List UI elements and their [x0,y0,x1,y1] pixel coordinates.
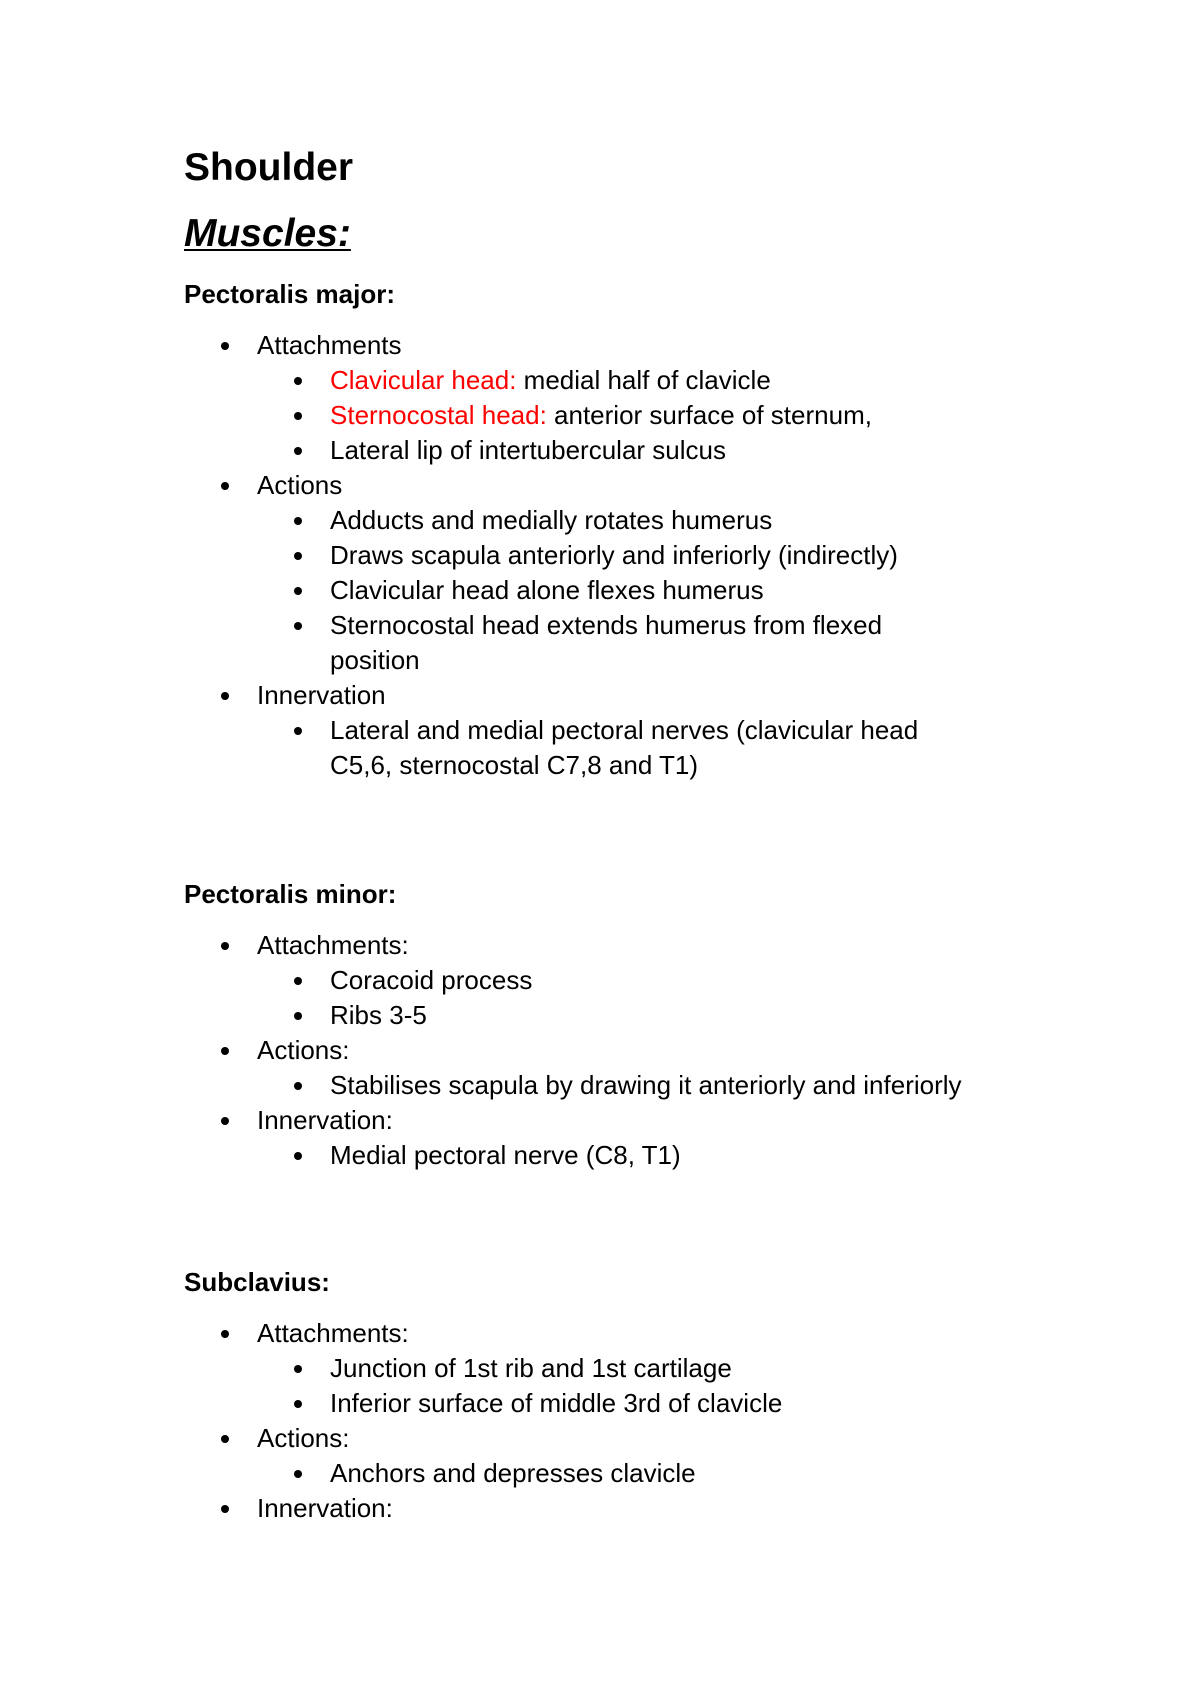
bullet-icon [294,377,302,385]
bullet-icon [294,1470,302,1478]
list-item [257,713,970,783]
list-item [257,573,970,608]
list-item [257,503,970,538]
list-item [184,678,1104,783]
list-item [257,1138,970,1173]
list-item [257,963,970,998]
bullet-icon [294,517,302,525]
highlight-label: Sternocostal head: [330,400,547,430]
bullet-icon [221,942,229,950]
list-item [257,1386,970,1421]
bullet-icon [294,552,302,560]
item-text: anterior surface of sternum, [546,400,872,430]
list-item [257,998,970,1033]
item-text: Draws scapula anteriorly and inferiorly (indirectly) [330,540,898,570]
group-label: Attachments: [257,1318,409,1348]
list-item [257,608,970,678]
sub-list [257,1456,1104,1491]
item-text: Clavicular head alone flexes humerus [330,575,764,605]
item-text: Lateral lip of intertubercular sulcus [330,435,726,465]
list-item [184,1033,1104,1103]
list-item [184,1316,1104,1421]
item-text: Anchors and depresses clavicle [330,1458,696,1488]
group-label: Attachments [257,330,402,360]
list-item [257,433,970,468]
section-subclavius [184,1265,1104,1526]
bullet-icon [294,1012,302,1020]
topic-list [184,928,1104,1173]
bullet-icon [294,1365,302,1373]
section-pectoralis-minor [184,877,1104,1173]
item-text: Junction of 1st rib and 1st cartilage [330,1353,732,1383]
topic-list [184,328,1104,783]
list-item [184,328,1104,468]
item-text: Medial pectoral nerve (C8, T1) [330,1140,681,1170]
bullet-icon [221,1435,229,1443]
item-text: Coracoid process [330,965,533,995]
sub-list [257,363,1104,468]
bullet-icon [294,727,302,735]
item-text: Inferior surface of middle 3rd of clavicle [330,1388,783,1418]
sub-list [257,1351,1104,1421]
highlight-label: Clavicular head: [330,365,517,395]
bullet-icon [294,1082,302,1090]
sub-list [257,963,1104,1033]
group-label: Innervation: [257,1493,393,1523]
item-text: Adducts and medially rotates humerus [330,505,773,535]
sub-list [257,713,1104,783]
section-heading: Subclavius: [184,1267,330,1297]
bullet-icon [221,482,229,490]
group-label: Innervation [257,680,386,710]
list-item [257,1068,1104,1103]
list-item [184,1103,1104,1173]
sub-list [257,1068,1104,1103]
list-item [257,1456,970,1491]
list-item [184,928,1104,1033]
list-item [184,1491,1104,1526]
item-text: Stabilises scapula by drawing it anteriorly and inferiorly [330,1070,962,1100]
list-item [257,398,970,433]
section-heading: Pectoralis minor: [184,879,397,909]
list-item [257,1351,970,1386]
bullet-icon [221,1117,229,1125]
group-label: Innervation: [257,1105,393,1135]
page-title: Shoulder [184,146,354,189]
bullet-icon [221,342,229,350]
page-subtitle: Muscles: [184,212,351,255]
group-label: Actions: [257,1423,350,1453]
topic-list [184,1316,1104,1526]
group-label: Attachments: [257,930,409,960]
bullet-icon [294,977,302,985]
bullet-icon [294,1400,302,1408]
sub-list [257,1138,1104,1173]
group-label: Actions: [257,1035,350,1065]
item-text: Ribs 3-5 [330,1000,427,1030]
bullet-icon [294,447,302,455]
bullet-icon [221,692,229,700]
list-item [257,538,970,573]
list-item [184,1421,1104,1491]
bullet-icon [294,1152,302,1160]
item-text: Sternocostal head extends humerus from flexed position [330,610,883,675]
sub-list [257,503,1104,678]
list-item [257,363,970,398]
group-label: Actions [257,470,343,500]
bullet-icon [294,622,302,630]
section-pectoralis-major [184,277,1104,783]
bullet-icon [294,587,302,595]
bullet-icon [221,1330,229,1338]
bullet-icon [294,412,302,420]
list-item [184,468,1104,678]
item-text: medial half of clavicle [516,365,771,395]
section-heading: Pectoralis major: [184,279,395,309]
item-text: Lateral and medial pectoral nerves (clavicular head C5,6, sternocostal C7,8 and T1) [330,715,919,780]
bullet-icon [221,1047,229,1055]
bullet-icon [221,1505,229,1513]
